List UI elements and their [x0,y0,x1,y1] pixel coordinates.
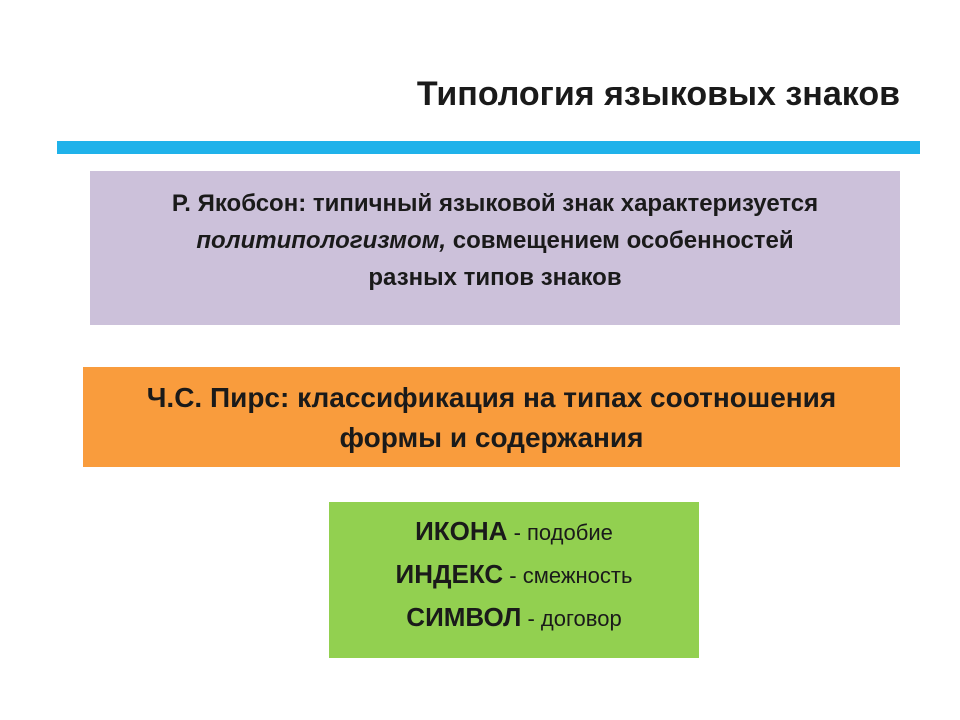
peirce-line-1: Ч.С. Пирс: классификация на типах соотношения [146,382,837,413]
jakobson-quote-box [90,171,900,325]
jakobson-italic-term: политипологизмом, [196,227,447,254]
sign-type-index-row [329,555,699,598]
peirce-line-2: формы и содержания [339,422,644,453]
sign-type-desc: - договор [521,606,622,631]
sign-type-name: СИМВОЛ [406,602,522,632]
sign-type-symbol-row [329,598,699,641]
sign-type-desc: - смежность [503,563,633,588]
sign-type-desc: - подобие [507,520,613,545]
jakobson-line-3: разных типов знаков [368,264,622,291]
title-underline-bar [57,141,920,154]
jakobson-line-1: Р. Якобсон: типичный языковой знак характеризуется [171,190,819,217]
slide-title: Типология языковых знаков [416,75,900,113]
sign-type-icon-row [329,512,699,555]
jakobson-line-2 [90,222,900,259]
sign-type-name: ИНДЕКС [395,559,504,589]
sign-type-name: ИКОНА [415,516,508,546]
sign-types-box [329,502,699,658]
jakobson-line-2-rest: совмещением особенностей [446,227,794,254]
peirce-classification-box [83,367,900,467]
